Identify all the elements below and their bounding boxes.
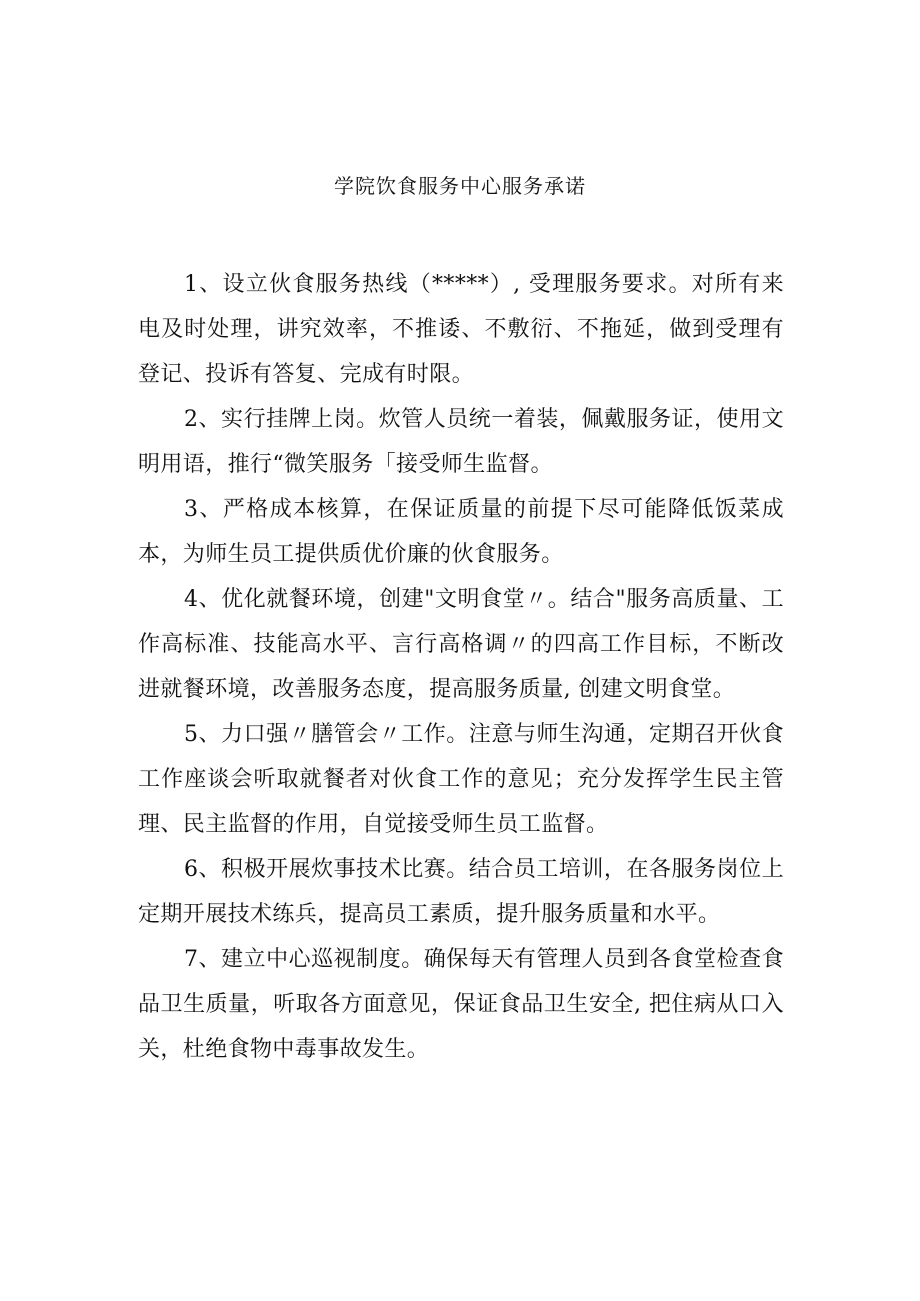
paragraph-4: 4、优化就餐环境，创建"文明食堂〃。结合"服务高质量、工作高标准、技能高水平、言行高格调〃的四高工作目标，不断改进就餐环境，改善服务态度，提高服务质量, 创建文明食堂。 <box>138 587 784 702</box>
paragraph-6: 6、积极开展炊事技术比赛。结合员工培训，在各服务岗位上定期开展技术练兵，提高员工素质，提升服务质量和水平。 <box>138 857 784 927</box>
paragraph-3: 3、严格成本核算，在保证质量的前提下尽可能降低饭菜成本，为师生员工提供质优价廉的伙食服务。 <box>138 497 784 567</box>
document-title: 学院饮食服务中心服务承诺 <box>334 174 586 198</box>
document-body <box>138 262 784 1072</box>
paragraph-5: 5、力口强〃膳管会〃工作。注意与师生沟通，定期召开伙食工作座谈会听取就餐者对伙食工作的意见；充分发挥学生民主管理、民主监督的作用，自觉接受师生员工监督。 <box>138 722 784 837</box>
paragraph-1: 1、设立伙食服务热线（*****）, 受理服务要求。对所有来电及时处理，讲究效率，不推诿、不敷衍、不拖延，做到受理有登记、投诉有答复、完成有时限。 <box>138 272 784 387</box>
paragraph-7: 7、建立中心巡视制度。确保每天有管理人员到各食堂检查食品卫生质量，听取各方面意见，保证食品卫生安全, 把住病从口入关，杜绝食物中毒事故发生。 <box>138 947 784 1062</box>
paragraph-2: 2、实行挂牌上岗。炊管人员统一着装，佩戴服务证，使用文明用语，推行“微笑服务「接受师生监督。 <box>138 407 784 477</box>
